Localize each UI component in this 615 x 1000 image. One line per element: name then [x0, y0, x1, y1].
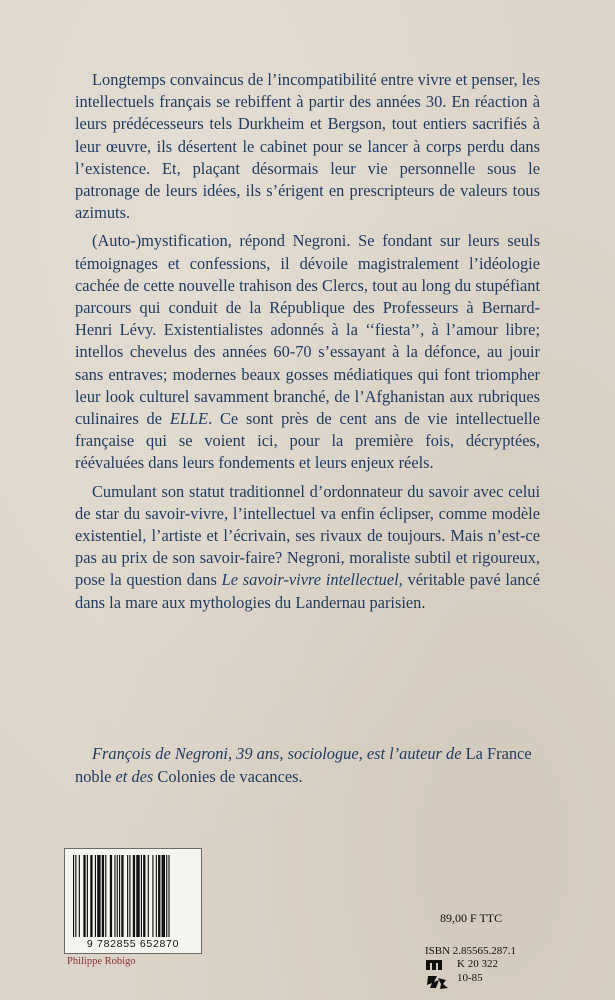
blurb-paragraph-2	[75, 230, 540, 474]
isbn-number	[425, 944, 516, 958]
barcode-bar	[114, 855, 115, 937]
barcode-bar	[119, 855, 120, 937]
book-title-italic: Le savoir-vivre intellectuel,	[221, 570, 403, 590]
barcode-bar	[133, 855, 135, 937]
author-bio	[75, 743, 555, 788]
barcode-bar	[97, 855, 100, 937]
isbn-barcode	[64, 848, 202, 954]
blurb-paragraph-3-text-b: véritable pavé lancé dans la mare aux mythologies du Landernau parisien.	[75, 570, 540, 612]
barcode-bar	[117, 855, 118, 937]
barcode-bar	[90, 855, 92, 937]
barcode-bar	[162, 855, 165, 937]
barcode-digits: 9 782855 652870	[86, 938, 180, 950]
barcode-bar	[156, 855, 157, 937]
barcode-bar	[143, 855, 145, 937]
barcode-bar	[83, 855, 85, 937]
catalog-codes	[457, 957, 498, 985]
barcode-bar	[105, 855, 106, 937]
author-bio-text-2: et des	[115, 766, 154, 786]
catalog-code-date: 10-85	[457, 972, 483, 984]
barcode-bar	[87, 855, 88, 937]
barcode-bar	[129, 855, 130, 937]
author-book-title-1: La France noble	[75, 744, 532, 786]
author-bio-text-3: de vacances.	[219, 766, 303, 786]
blurb-paragraph-3-text-a: Cumulant son statut traditionnel d’ordonnateur du savoir avec celui de star du savoir-vivre, l’intellectuel va enfin éclipser, comme modèle existentiel, l’artiste et l’écrivain, ses rivaux de toujours. Mais n’est-ce pas au prix de son savoir-faire? Negroni, moraliste subtil et rigoureux, pose la question dans	[75, 481, 540, 590]
author-bio-text-1: François de Negroni, 39 ans, sociologue, est l’auteur de	[92, 744, 462, 763]
isbn-text: ISBN 2.85565.287.1	[425, 945, 517, 957]
barcode-bar	[110, 855, 112, 937]
barcode-bar	[95, 855, 96, 937]
blurb-paragraph-1-text: Longtemps convaincus de l’incompatibilité entre vivre et penser, les intellectuels français se rebiffent à partir des années 30. En réaction à leurs prédécesseurs tels Durkheim et Bergson, tout entiers sacrifiés à leur œuvre, ils désertent le cabinet pour se lancer à corps perdu dans l’existence. Et, plaçant désormais leur vie personnelle sous le patronage de leurs idées, ils s’érigent en prescripteurs de valeurs tous azimuts.	[75, 70, 540, 223]
barcode-bar	[136, 855, 139, 937]
barcode-bar	[102, 855, 104, 937]
barcode-bar	[168, 855, 169, 937]
publisher-logo-icon	[424, 958, 454, 999]
price: 89,00 F TTC	[440, 911, 503, 925]
barcode-bar	[121, 855, 123, 937]
barcode-bar	[127, 855, 128, 937]
barcode-bar	[141, 855, 142, 937]
barcode-bar	[73, 855, 74, 937]
barcode-bar	[166, 855, 167, 937]
blurb-paragraph-1	[75, 69, 540, 224]
barcode-bar	[152, 855, 153, 937]
barcode-bar	[158, 855, 160, 937]
catalog-code-k: K 20 322	[457, 958, 498, 970]
barcode-bars	[71, 855, 195, 937]
author-book-title-2: Colonies	[157, 766, 216, 786]
blurb-paragraph-3	[75, 481, 540, 614]
blurb-paragraph-2-text-b: . Ce sont près de cent ans de vie intellectuelle française qui se voient ici, pour la première fois, décryptées, réévaluées dans leurs fondements et leurs enjeux réels.	[75, 409, 540, 473]
blurb-text	[75, 69, 540, 614]
barcode-bar	[148, 855, 149, 937]
barcode-bar	[75, 855, 76, 937]
magazine-title-elle: ELLE	[169, 409, 209, 429]
barcode-bar	[79, 855, 80, 937]
photo-credit: Philippe Robigo	[67, 956, 136, 967]
blurb-paragraph-2-text-a: (Auto-)mystification, répond Negroni. Se fondant sur leurs seuls témoignages et confessions, il dévoile magistralement l’idéologie cachée de cette nouvelle trahison des Clercs, tout au long du stupéfiant parcours qui conduit de la République des Professeurs à Bernard-Henri Lévy. Existentialistes adonnés à la ‘‘fiesta’’, à l’amour libre; intellos chevelus des années 60-70 s’essayant à la défonce, au jouir sans entraves; modernes beaux gosses médiatiques qui font triompher leur look culturel savamment branché, de l’Afghanistan aux rubriques culinaires de	[75, 231, 540, 429]
